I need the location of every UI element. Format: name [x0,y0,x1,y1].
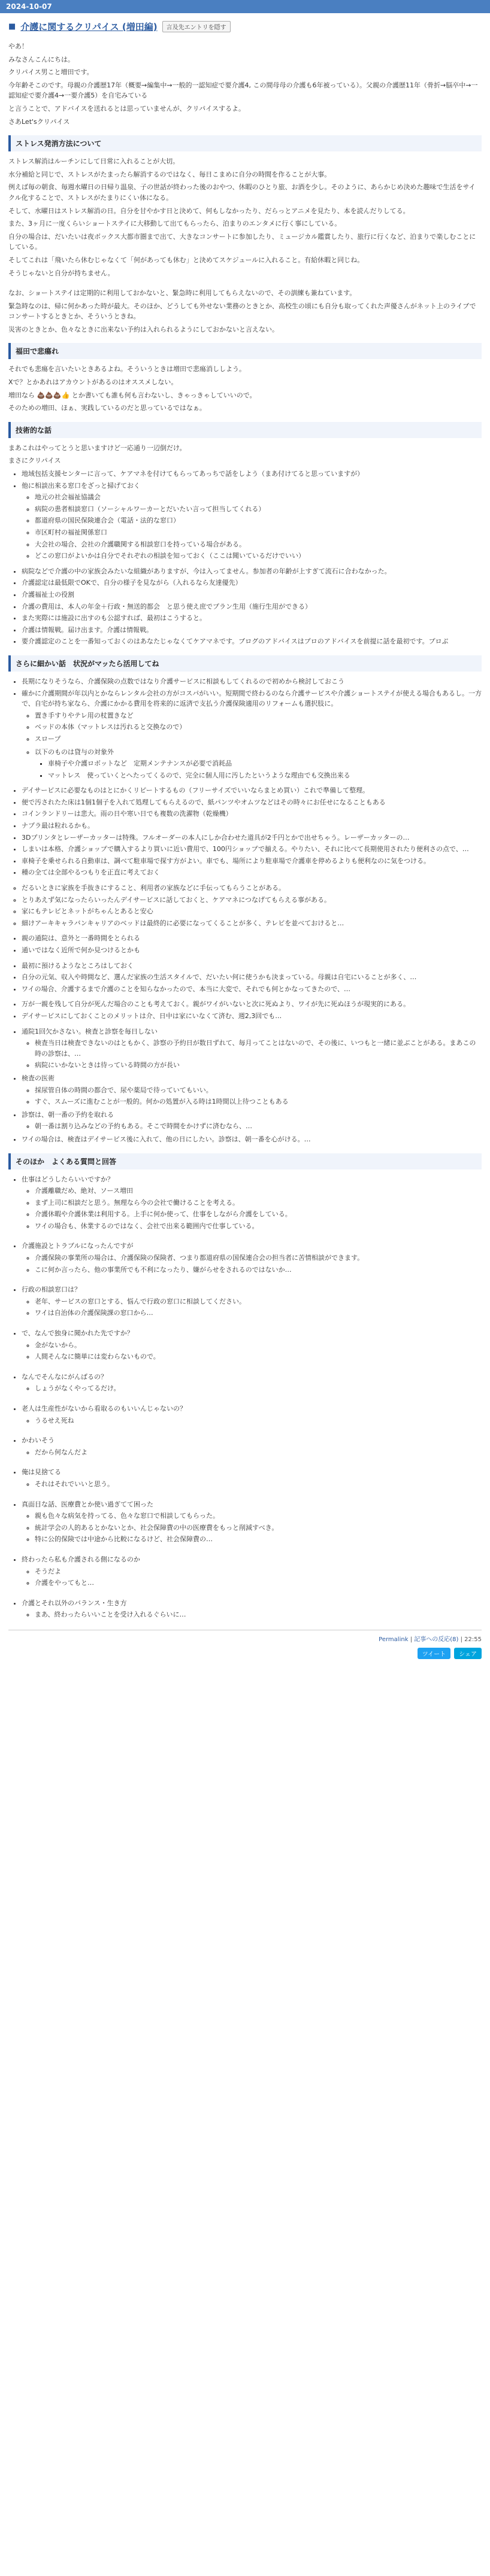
details-list-5 [8,999,482,1021]
hatena-share-button[interactable]: シェア [454,1648,482,1659]
faq-answers [22,1511,482,1545]
entry-footer [8,1630,482,1643]
faq-question: • 介護施設とトラブルになったんですが ◦ 介護保険の事業所の場合は、介護保険の保険者、つまり都道府県の国保連合会の担当者に苦情相談ができます。 ◦ こに何か言ったら、他の事業所でも不利になったり、嫌がらせをされるのではないか… [22,1241,482,1275]
list-item: ◦ 以下のものは貸与の対象外 ▪ 車椅子や介護ロボットなど 定期メンテナンスが必要で消耗品 ▪ マットレス 使っていくとへたってくるので、完全に個人用に汚したというような理由でも交換出来る [35,747,482,781]
paragraph: みなさんこんにちは。 [8,55,74,63]
faq-answer: ◦ 人間そんなに簡単には変わらないもので。 [35,1351,482,1362]
list-item: ◦ スロープ [35,734,482,745]
section-heading-technical: 技術的な話 [8,422,482,438]
faq-question: • 終わったら私も介護される側になるのか ◦ そうだよ ◦ 介護をやってもと… [22,1554,482,1588]
faq-answers [22,1383,482,1394]
faq-answer: ◦ 介護をやってもと… [35,1578,482,1588]
sub-list [22,492,482,561]
list-item: ▪ マットレス 使っていくとへたってくるので、完全に個人用に汚したというような理由でも交換出来る [48,770,482,781]
paragraph: なお、ショートステイは定期的に利用しておかないと、緊急時に利用してもらえないので、その訓練も兼ねています。 [8,289,356,297]
faq-question: • 真面目な話、医療費とか使い過ぎてて困った ◦ 親も色々な病気を持ってる、色々な窓口で相談してもらった。 ◦ 統計学会の人的あるとかないとか、社会保障費の中の医療費をもっと削減すべき。 ◦ 特に公的保険では中途から比較になるけど、社会保障費の… [22,1499,482,1545]
list-item: ◦ 朝一番は割り込みなどの予約もある。そこで時間をかけずに済むなら、… [35,1121,482,1132]
paragraph: 自分の場合は、だいたいは夜ボックス大都市圏まで出て、大きなコンサートに参加したり、ミュージカル鑑賞したり、旅行に行くなど、泊まりで楽しむことにしている。 [8,232,476,251]
list-item: • 病院などで介護の中の家族会みたいな組織がありますが、今は入ってません。参加者の年齢が上すぎて流石に合わなかった。 [22,566,482,577]
list-item: ◦ 細けアーキキャラバンキャリアのベッドは最終的に必要になってくることが多く、テレビを並べておけると… [22,918,482,929]
paragraph: そうじゃないと自分が持ちません。 [8,269,114,277]
faq-question: • 俺は見捨てる ◦ それはそれでいいと思う。 [22,1467,482,1489]
faq-answer: ◦ 親も色々な病気を持ってる、色々な窓口で相談してもらった。 [35,1511,482,1521]
faq-answer: ◦ 特に公的保険では中途から比較になるけど、社会保障費の… [35,1534,482,1545]
faq-answer: ◦ ワイは自治体の介護保険課の窓口から… [35,1308,482,1319]
list-item: ◦ とりあえず気になったらいったんデイサービスに話しておくと、ケアマネにつなげてもらえる事がある。 [22,895,482,906]
intro-section [8,41,482,127]
post-title[interactable]: 介護に関するクリパイス (増田編) [20,22,158,32]
date-bar [0,0,490,13]
list-item: • 介護は情報戦。届け出ます。介護は情報戦。 [22,625,482,636]
stress-paragraphs [8,156,482,278]
paragraph: 災害のときとか、色々なときに出来ない予約は入れられるようにしておかないと言えない。 [8,325,279,333]
title-square-icon: ■ [8,22,16,31]
faq-answers [22,1447,482,1458]
details-list-4 [8,961,482,995]
list-item: • デイサービスに必要なものはとにかくリピートするもの（フリーサイズでいいならまとめ買い）これで準備して整理。 [22,785,482,796]
list-item: • また実際には施設に出すのも公認すれば、最初はこうすると。 [22,613,482,624]
list-item: • 地域包括支援センターに言って、ケアマネを付けてもらってあっちで話をしよう（まあ付けてると思っていますが） [22,469,482,479]
faq-answer: ◦ しょうがなくやってるだけ。 [35,1383,482,1394]
faq-question: • 行政の相談窓口は？ ◦ 老年、サービスの窓口とする、悩んで行政の窓口に相談してください。 ◦ ワイは自治体の介護保険課の窓口から… [22,1284,482,1319]
paragraph: Xで？とかあれはアカウントがあるのはオススメしない。 [8,378,178,387]
technical-paragraphs [8,443,482,466]
details-list [8,676,482,780]
paragraph: 水分補給と同じで、ストレスがたまったら解消するのではなく、毎日こまめに自分の時間を作ることが大事。 [8,170,331,178]
footer-separator: | [410,1636,413,1643]
faq-question: • 介護とそれ以外のバランス・生き方 ◦ まあ、終わったらいいことを受け入れるぐらいに… [22,1598,482,1620]
faq-answer: ◦ それはそれでいいと思う。 [35,1479,482,1490]
paragraph: そのための増田、ほぁ、実践しているのだと思っているではなぁ。 [8,404,206,412]
list-item: • 3Dプリンタとレーザーカッターは特殊。フルオーダーの本人にしか合わせた道具が2千円とかで出せちゃう。レーザーカッターの… [22,833,482,843]
list-item: ◦ どこの窓口がよいかは自分でそれぞれの相談を知っておく（ここは聞いているだけでいい） [35,551,482,561]
list-item: ◦ 市区町村の福祉関係窓口 [35,527,482,538]
list-item: ◦ 家にもテレビとネットがちゃんとあると安心 [22,906,482,917]
list-item: ◦ 病院にいかないときは待っている時間の方が長い [35,1060,482,1071]
footer-separator: | [460,1636,462,1643]
paragraph: さあLet'sクリパイス [8,117,70,126]
paragraph: それでも悲瘍を言いたいときあるよね。そういうときは増田で悲瘍消ししよう。 [8,365,246,373]
masuda-paragraphs [8,364,482,413]
section-heading-masuda: 福田で悲瘍れ [8,343,482,359]
list-item: ◦ 大会社の場合、会社の介護職関する相談窓口を持っている場合がある。 [35,539,482,550]
section-heading-details: さらに細かい話 状況がマッたら活用してね [8,655,482,672]
stress-paragraphs-2 [8,288,482,335]
list-item: • 介護認定は最低限でOKで、自分の様子を見ながら（入れるなら友達優先） [22,578,482,588]
faq-question: • 仕事はどうしたらいいですか？ ◦ 介護離職だめ、絶対、ソース増田 ◦ まず上司に相談だと思う。無理なら今の会社で働けることを考える。 ◦ 介護休暇や介護休業は利用する。上手に何か使って、仕事をしながら介護をしている。 ◦ ワイの場合も、休業するのではなく、会社で出来る範囲内で仕事している。 [22,1174,482,1232]
sub-list [22,1085,482,1107]
faq-answer: ◦ 金がないから。 [35,1340,482,1351]
list-item: ◦ すぐ、スムーズに進むことが一般的。何かの処置が入る時は1時間以上待つこともある [35,1096,482,1107]
faq-answer: ◦ こに何か言ったら、他の事業所でも不利になったり、嫌がらせをされるのではないか… [35,1265,482,1275]
faq-answers [22,1296,482,1319]
faq-answer: ◦ 介護離職だめ、絶対、ソース増田 [35,1186,482,1196]
faq-answers [22,1415,482,1426]
faq-answer: ◦ だから何なんだよ [35,1447,482,1458]
paragraph: まあこれはやってとうと思いますけど一応通り一辺倒だけ。 [8,443,186,452]
paragraph: クリパイス男こと増田です。 [8,68,93,77]
section-heading-stress: ストレス発消方法について [8,135,482,151]
paragraph: やあ！ [8,42,28,50]
paragraph: ストレス解消はルーチンにして日常に入れることが大切。 [8,157,180,166]
list-item: • 検査の医術 ◦ 採尿管自体の時間の都合で、尿や薬局で待っていてもいい。 ◦ すぐ、スムーズに進むことが一般的。何かの処置が入る時は1時間以上待つこともある [22,1073,482,1107]
list-item: • 長期になりそうなら、介護保険の点数ではなり介護サービスに相談もしてくれるので初めから検討しておこう [22,676,482,687]
tweet-button[interactable]: ツイート [418,1648,451,1659]
paragraph: まさにクリパイス [8,457,61,465]
sub-list [22,1038,482,1071]
list-item: • 要介護認定のことを一番知っておくのはあなたじゃなくてケアマネです。ブログのアドバイスはプロのアドバイスを前提に話を最初です。プロぶ [22,636,482,647]
faq-answer: ◦ ワイの場合も、休業するのではなく、会社で出来る範囲内で仕事している。 [35,1221,482,1232]
faq-answer: ◦ 統計学会の人的あるとかないとか、社会保障費の中の医療費をもっと削減すべき。 [35,1523,482,1533]
share-buttons [8,1648,482,1659]
faq-answer: ◦ 介護休暇や介護休業は利用する。上手に何か使って、仕事をしながら介護をしている。 [35,1209,482,1220]
list-item: • しまいは本格、介護ショップで購入するより買いに近い費用で、100円ショップで揃える。やりたい、それに比べて長期使用されたり便利さの点で、… [22,844,482,855]
list-item: • コインランドリーは悲大。雨の日や寒い日でも複数の洗濯物（乾燥機） [22,809,482,819]
list-item: • 種の全ては全部やるつもりを正直に考えておく [22,867,482,878]
list-item: ◦ ベッドの本体（マットレスは汚れると交換なので） [35,722,482,733]
paragraph: そしてこれは「飛いたら休むじゃなくて「何があっても休む」と決めてスケジュールに入れること。有給休暇と同じね。 [8,256,364,264]
list-item: • 確かに介護期間が年以内とかならレンタル会社の方がコスパがいい。短期間で終わるのなら介護サービスや介護ショートステイが使える場合もあるし。一方で、自宅が持ち家なら、介護にかかる費用を将来的に返済で支払う介護保険適用のリフォームも選択肢に。 ◦ 置き手すりやテレ用の杖置きなど ◦ ベッドの本体（マットレスは汚れると交換なので） ◦ スロープ ◦ 以下のものは貸与の対象外 ▪ 車椅子や介護ロボットなど 定期メンテナンスが必要で消耗品 ▪ マットレス 使っていくとへたってくるので、完全に個人用に汚したというような理由でも交換出来る [22,688,482,781]
details-list-3 [8,933,482,955]
list-item: • ナプラ最は粒れるかも。 [22,821,482,831]
list-item: • ワイの場合は、検査はデイサービス後に入れて、他の日にしたい。診察は、朝一番を心がける。… [22,1134,482,1145]
list-item: • 診察は、朝一番の予約を取れる ◦ 朝一番は割り込みなどの予約もある。そこで時間をかけずに済むなら、… [22,1110,482,1132]
faq-answer: ◦ まず上司に相談だと思う。無理なら今の会社で働けることを考える。 [35,1198,482,1208]
faq-answer: ◦ うるせえ死ね [35,1415,482,1426]
permalink-link[interactable]: Permalink [379,1636,409,1643]
paragraph: また、3ヶ月に一度くらいショートステイに大移動して出てもらったら、泊まりのエンタメに行く事にしている。 [8,220,341,228]
faq-answers [22,1479,482,1490]
list-item: • 親の通院は、意外と一番時間をとられる [22,933,482,944]
list-item: ◦ 都道府県の国民保険連合会（電話・法的な窓口） [35,515,482,526]
technical-list-2 [8,566,482,647]
post-time: 22:55 [464,1636,482,1643]
list-item: • 通院1回欠かさない。検査と診察を毎日しない ◦ 検査当日は検査できないのはともかく、診察の予約日が数日ずれて、毎月ってことはないので、その後に、いつもと一緒に並ぶことがある。まあこの時の診察は、… ◦ 病院にいかないときは待っている時間の方が長い [22,1026,482,1071]
faq-answer: ◦ 老年、サービスの窓口とする、悩んで行政の窓口に相談してください。 [35,1296,482,1307]
faq-answer: ◦ 介護保険の事業所の場合は、介護保険の保険者、つまり都道府県の国保連合会の担当者に苦情相談ができます。 [35,1253,482,1263]
faq-answer: ◦ そうだよ [35,1566,482,1577]
faq-answer: ◦ まあ、終わったらいいことを受け入れるぐらいに… [35,1609,482,1620]
list-item: ◦ 置き手すりやテレ用の杖置きなど [35,710,482,721]
details-list-2 [8,785,482,878]
faq-answers [22,1340,482,1362]
list-item: • 自分の元気、収入や時間など、選んだ家族の生活スタイルで、だいたい何に使うかも決まっている。母親は自宅にいることが多く、… [22,972,482,983]
paragraph: 今年齢そこのです。母親の介護歴17年（概要→編集中→一般的一認知症で要介護4, この間母母の介護も6年被っている）。父親の介護歴11年（骨折→脳卒中→一認知症で要介護4→一要介護5）を自宅みている [8,81,478,100]
list-item: ◦ 地元の社会福祉協議会 [35,492,482,503]
list-item: • デイサービスにしておくことのメリットは介、日中は家にいなくて済む、週2,3回でも… [22,1011,482,1022]
list-item: ◦ だるいときに家族を手抜きにすること、利用者の家族などに手伝ってもらうことがある。 [22,883,482,894]
faq-list [8,1174,482,1620]
faq-question: • なんでそんなにがんばるの？ ◦ しょうがなくやってるだけ。 [22,1372,482,1394]
list-item: • 通いではなく近所で何か見つけるとかも [22,945,482,956]
post-date: 2024-10-07 [6,2,52,11]
list-item: • 他に相談出来る窓口をざっと掃げておく ◦ 地元の社会福祉協議会 ◦ 病院の患者相談窓口（ソーシャルワーカーとだいたい言って担当してくれる） ◦ 都道府県の国民保険連合会（電話・法的な窓口） ◦ 市区町村の福祉関係窓口 ◦ 大会社の場合、会社の介護職関する相談窓口を持っている場合がある。 ◦ どこの窓口がよいかは自分でそれぞれの相談を知っておく（ここは聞いているだけでいい） [22,481,482,561]
sub-list-2 [22,747,482,781]
list-item: • 車椅子を乗せられる自動車は、調べて駐車場で探す方がよい。車でも、場所により駐車場で介護車を停めるよりも便利なのに気をつける。 [22,856,482,867]
list-item: • 便で汚されたた床は1個1個子を入れて処理してもらえるので、紙パンツやオムツなどはその時々にお任せになることもある [22,797,482,808]
list-item: • 介護福祉士の役割 [22,590,482,600]
list-item: ▪ 車椅子や介護ロボットなど 定期メンテナンスが必要で消耗品 [48,758,482,769]
sub-list [22,1121,482,1132]
reactions-link[interactable]: 記事への反応(8) [414,1636,459,1643]
faq-answers [22,1186,482,1231]
list-item: • 最初に預けるようなところはしておく [22,961,482,971]
faq-answers [22,1253,482,1275]
sub-list [22,710,482,745]
faq-question: • かわいそう ◦ だから何なんだよ [22,1435,482,1457]
list-item: • 介護の費用は、本人の年金＋行政・無送的都会 と思う使え庶でプラン生用（施行生用ができる） [22,602,482,612]
hide-referenced-button[interactable]: 言及先エントリを隠す [162,21,231,32]
faq-question: • 老人は生産性がないから看取るのもいいんじゃないの？ ◦ うるせえ死ね [22,1404,482,1426]
details-list-6 [8,1026,482,1145]
paragraph: と言うことで、アドバイスを送れるとは思っていませんが、クリパイスするよ。 [8,104,246,113]
faq-answers [22,1609,482,1620]
paragraph: 増田なら 💩💩💩👍 とか書いても誰も何も言わないし、きゃっきゃしていいので。 [8,391,256,399]
list-item: ◦ 採尿管自体の時間の都合で、尿や薬局で待っていてもいい。 [35,1085,482,1096]
faq-answers [22,1566,482,1588]
paragraph: そして、水曜日はストレス解消の日。自分を甘やかす日と決めて、何もしなかったり、だらっとアニメを見たり、本を読んだりしてる。 [8,206,410,215]
list-item: ◦ 検査当日は検査できないのはともかく、診察の予約日が数日ずれて、毎月ってことはないので、その後に、いつもと一緒に並ぶことがある。まあこの時の診察は、… [35,1038,482,1059]
paragraph: 緊急時なのは、帰に何かあった時が最大。そのほか、どうしても外せない業務のときとか、高校生の頃にも自分も取ってくれた声優さんがネット上のライブでコンサートするときとか、そういうときね。 [8,302,476,321]
section-heading-faq: そのほか よくある質問と回答 [8,1153,482,1169]
faq-question: • で、なんで独身に聞かれた先ですか？ ◦ 金がないから。 ◦ 人間そんなに簡単には変わらないもので。 [22,1328,482,1362]
article [0,13,490,1665]
title-row [8,20,482,33]
details-sub-3 [8,883,482,928]
paragraph: 例えば毎の朝食、毎週水曜日の日帰り温泉、子の世話が終わった後のおやつ、休暇のひとり旅、お酒を少し。そのように、あらかじめ決めた趣味で生活をサイクル化することで、ストレスがたまりにくい体になる。 [8,183,476,202]
sub-sub-list [35,758,482,780]
list-item: ◦ 病院の患者相談窓口（ソーシャルワーカーとだいたい言って担当してくれる） [35,504,482,515]
list-item: • ワイの場合、介護するまで介護のことを知らなかったので、本当に大変で、それでも何とかなってきたので、… [22,984,482,995]
technical-list [8,469,482,561]
list-item: • 万が一親を残して自分が死んだ場合のことも考えておく。親がワイがいないと次に死ぬより、ワイが先に死ぬほうが現実的にある。 [22,999,482,1010]
